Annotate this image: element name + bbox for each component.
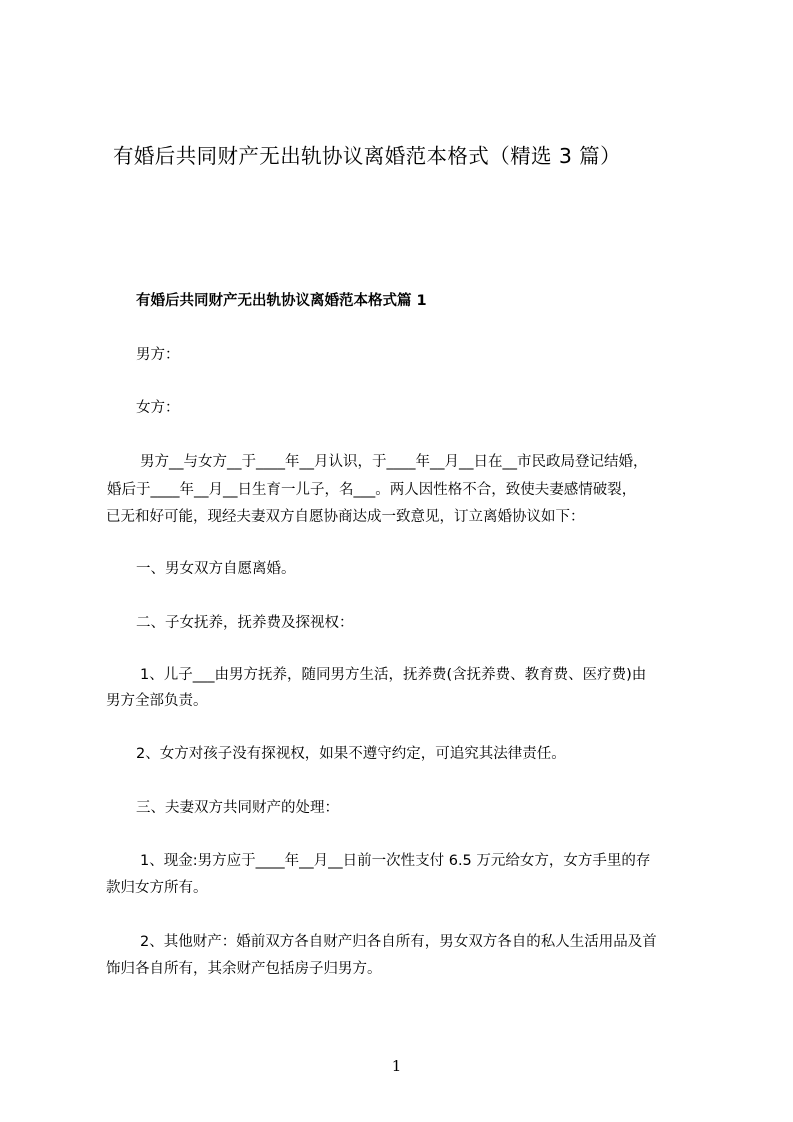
- clause-3-item-2-line-2: 饰归各自所有，其余财产包括房子归男方。: [106, 961, 382, 977]
- clause-3-item-1-line-2: 款归女方所有。: [106, 880, 208, 896]
- section-heading: 有婚后共同财产无出轨协议离婚范本格式篇 1: [136, 293, 427, 309]
- clause-2-item-1-line-1: 1、儿子___由男方抚养，随同男方生活，抚养费(含抚养费、教育费、医疗费)由: [140, 667, 647, 683]
- document-title: 有婚后共同财产无出轨协议离婚范本格式（精选 3 篇）: [113, 144, 621, 168]
- female-party-label: 女方：: [136, 400, 180, 416]
- intro-line-1: 男方__与女方__于____年__月认识，于____年__月__日在__市民政局登记结婚，: [140, 454, 648, 470]
- clause-2: 二、子女抚养，抚养费及探视权：: [136, 615, 354, 631]
- intro-line-3: 已无和好可能，现经夫妻双方自愿协商达成一致意见，订立离婚协议如下：: [106, 509, 585, 525]
- clause-3-item-1-line-1: 1、现金:男方应于____年__月__日前一次性支付 6.5 万元给女方，女方手里的存: [140, 853, 651, 869]
- male-party-label: 男方：: [136, 347, 180, 363]
- page-number: 1: [391, 1057, 402, 1075]
- clause-3-item-2-line-1: 2、其他财产：婚前双方各自财产归各自所有，男女双方各自的私人生活用品及首: [140, 934, 657, 950]
- clause-3: 三、夫妻双方共同财产的处理：: [136, 800, 339, 816]
- clause-2-item-2: 2、女方对孩子没有探视权，如果不遵守约定，可追究其法律责任。: [136, 746, 566, 762]
- clause-2-item-1-line-2: 男方全部负责。: [106, 693, 208, 709]
- clause-1: 一、男女双方自愿离婚。: [136, 561, 296, 577]
- intro-line-2: 婚后于____年__月__日生育一儿子，名___。两人因性格不合，致使夫妻感情破裂，: [107, 482, 637, 498]
